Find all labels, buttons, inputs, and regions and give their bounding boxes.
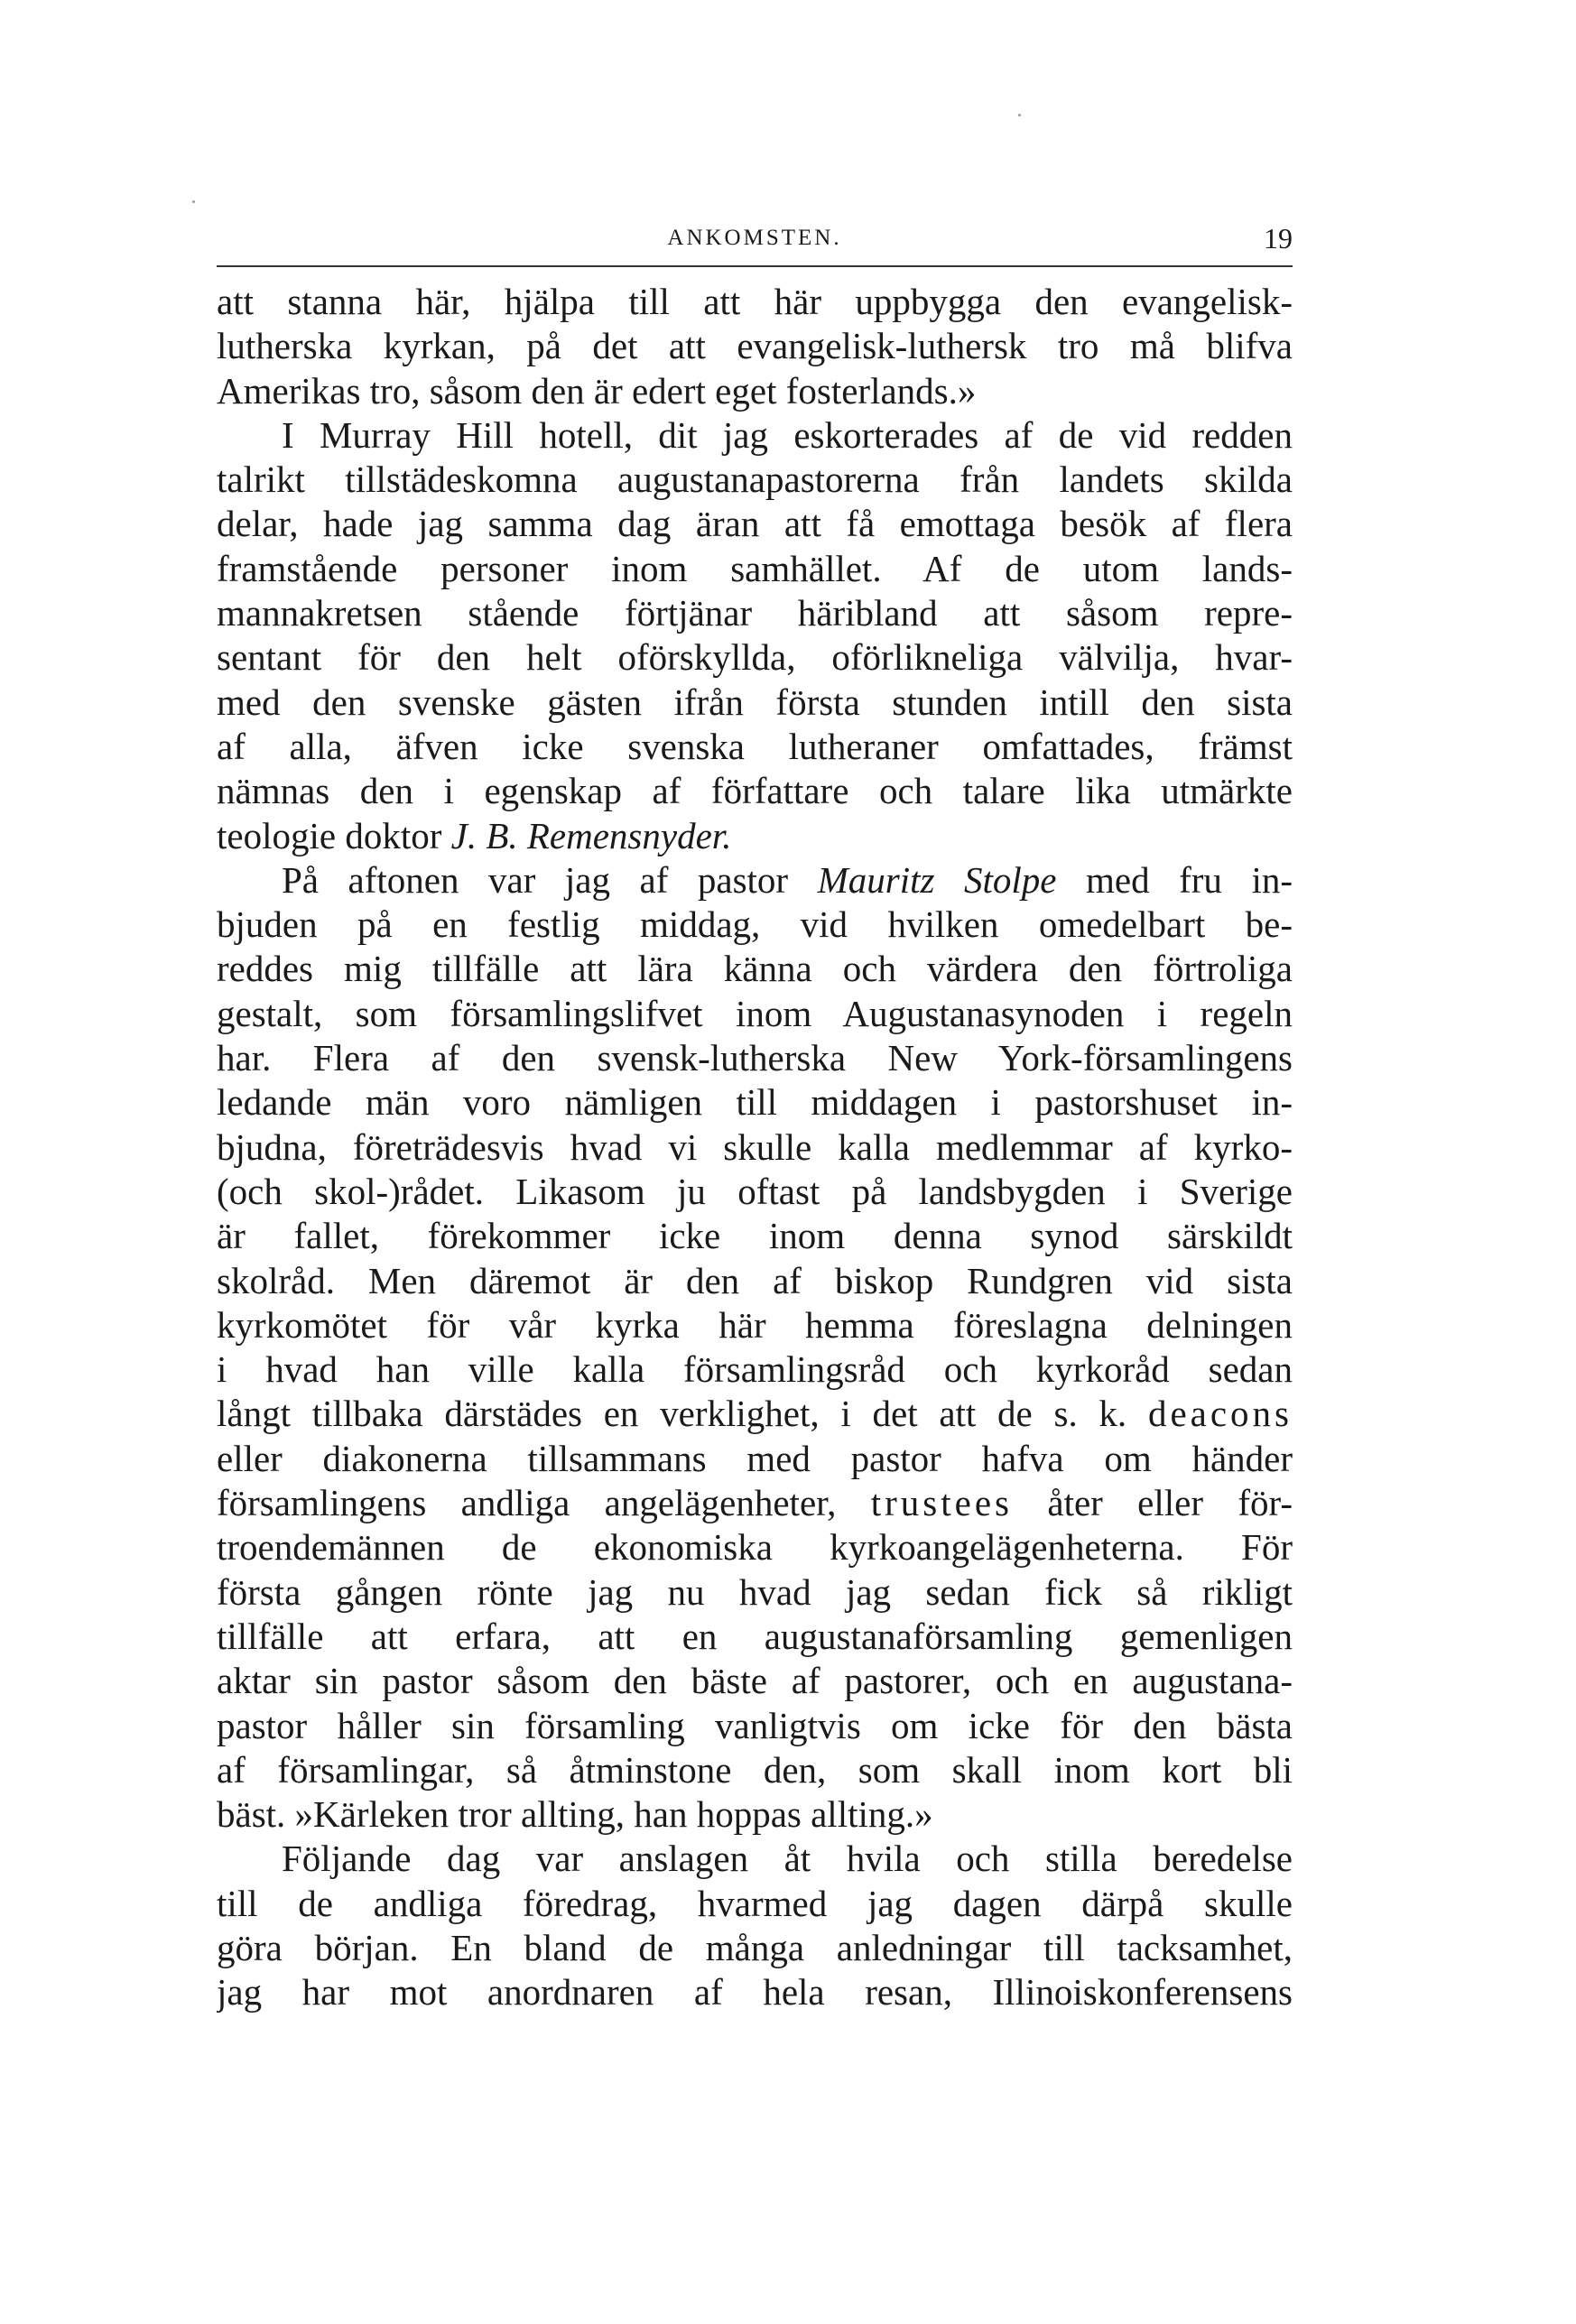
text-line: eller diakonerna tillsammans med pastor hafva om händer — [217, 1437, 1293, 1479]
text-line: ledande män voro nämligen till middagen i pastorshuset in- — [217, 1081, 1293, 1124]
text-line: framstående personer inom samhället. Af de utom lands- — [217, 547, 1293, 589]
spaced-term: trustees — [870, 1482, 1014, 1524]
text-line: reddes mig tillfälle att lära känna och värdera den förtroliga — [217, 948, 1293, 990]
text-segment: åter eller för- — [1013, 1482, 1293, 1524]
text-segment: långt tillbaka därstädes en verklighet, i det att de s. k. — [217, 1393, 1148, 1435]
text-line — [217, 1481, 1293, 1525]
text-line: första gången rönte jag nu hvad jag sedan fick så rikligt — [217, 1570, 1293, 1613]
text-line: jag har mot anordnaren af hela resan, Illinoiskonferensens — [217, 1971, 1293, 2014]
text-line: i hvad han ville kalla församlingsråd och kyrkoråd sedan — [217, 1348, 1293, 1391]
text-line: bjudna, företrädesvis hvad vi skulle kalla medlemmar af kyrko- — [217, 1125, 1293, 1168]
text-line: pastor håller sin församling vanligtvis om icke för den bästa — [217, 1704, 1293, 1746]
text-line: är fallet, förekommer icke inom denna synod särskildt — [217, 1215, 1293, 1257]
text-line: lutherska kyrkan, på det att evangelisk-luthersk tro må blifva — [217, 325, 1293, 367]
paper-speck — [1018, 114, 1021, 116]
text-line: af församlingar, så åtminstone den, som skall inom kort bli — [217, 1748, 1293, 1791]
text-line: (och skol-)rådet. Likasom ju oftast på landsbygden i Sverige — [217, 1170, 1293, 1212]
text-line: göra början. En bland de många anledningar till tacksamhet, — [217, 1926, 1293, 1968]
text-line — [217, 1392, 1293, 1436]
text-line: till de andliga föredrag, hvarmed jag dagen därpå skulle — [217, 1882, 1293, 1924]
page-header — [217, 222, 1293, 264]
text-line: skolråd. Men däremot är den af biskop Rundgren vid sista — [217, 1259, 1293, 1301]
person-name: Mauritz Stolpe — [817, 858, 1057, 901]
text-segment: teologie doktor — [217, 814, 451, 856]
spaced-term: deacons — [1147, 1393, 1293, 1435]
text-line: talrikt tillstädeskomna augustanapastorerna från landets skilda — [217, 458, 1293, 501]
running-title: ANKOMSTEN. — [667, 226, 842, 250]
text-line: bjuden på en festlig middag, vid hvilken omedelbart be- — [217, 903, 1293, 946]
text-line: troendemännen de ekonomiska kyrkoangelägenheterna. För — [217, 1526, 1293, 1569]
paper-speck — [192, 200, 195, 203]
text-line: Följande dag var anslagen åt hvila och stilla beredelse — [282, 1838, 1293, 1880]
text-line — [217, 814, 1293, 858]
page-number: 19 — [1264, 222, 1293, 255]
text-line: bäst. »Kärleken tror allting, han hoppas allting.» — [217, 1793, 933, 1836]
text-line: kyrkomötet för vår kyrka här hemma föreslagna delningen — [217, 1303, 1293, 1346]
text-line: nämnas den i egenskap af författare och talare lika utmärkte — [217, 770, 1293, 812]
text-line: sentant för den helt oförskyllda, oförlikneliga välvilja, hvar- — [217, 636, 1293, 679]
text-line: tillfälle att erfara, att en augustanaförsamling gemenligen — [217, 1615, 1293, 1657]
text-body — [217, 280, 1293, 2015]
text-line: mannakretsen stående förtjänar häribland att såsom repre- — [217, 592, 1293, 634]
text-segment: församlingens andliga angelägenheter, — [217, 1482, 871, 1524]
text-segment: På aftonen var jag af pastor — [282, 858, 818, 901]
text-line: har. Flera af den svensk-lutherska New York-församlingens — [217, 1037, 1293, 1079]
text-line: I Murray Hill hotell, dit jag eskorterades af de vid redden — [282, 413, 1293, 456]
text-line: delar, hade jag samma dag äran att få emottaga besök af flera — [217, 503, 1293, 545]
text-line: Amerikas tro, såsom den är edert eget fosterlands.» — [217, 369, 977, 412]
text-line — [217, 858, 1293, 903]
text-line: aktar sin pastor såsom den bäste af pastorer, och en augustana- — [217, 1660, 1293, 1702]
header-rule — [217, 265, 1293, 267]
text-line: gestalt, som församlingslifvet inom Augustanasynoden i regeln — [217, 992, 1293, 1034]
text-line: af alla, äfven icke svenska lutheraner omfattades, främst — [217, 725, 1293, 767]
text-line: med den svenske gästen ifrån första stunden intill den sista — [217, 681, 1293, 723]
text-segment: med fru in- — [1056, 858, 1293, 901]
person-name: J. B. Remensnyder. — [450, 814, 732, 856]
text-line: att stanna här, hjälpa till att här uppbygga den evangelisk- — [217, 281, 1293, 322]
